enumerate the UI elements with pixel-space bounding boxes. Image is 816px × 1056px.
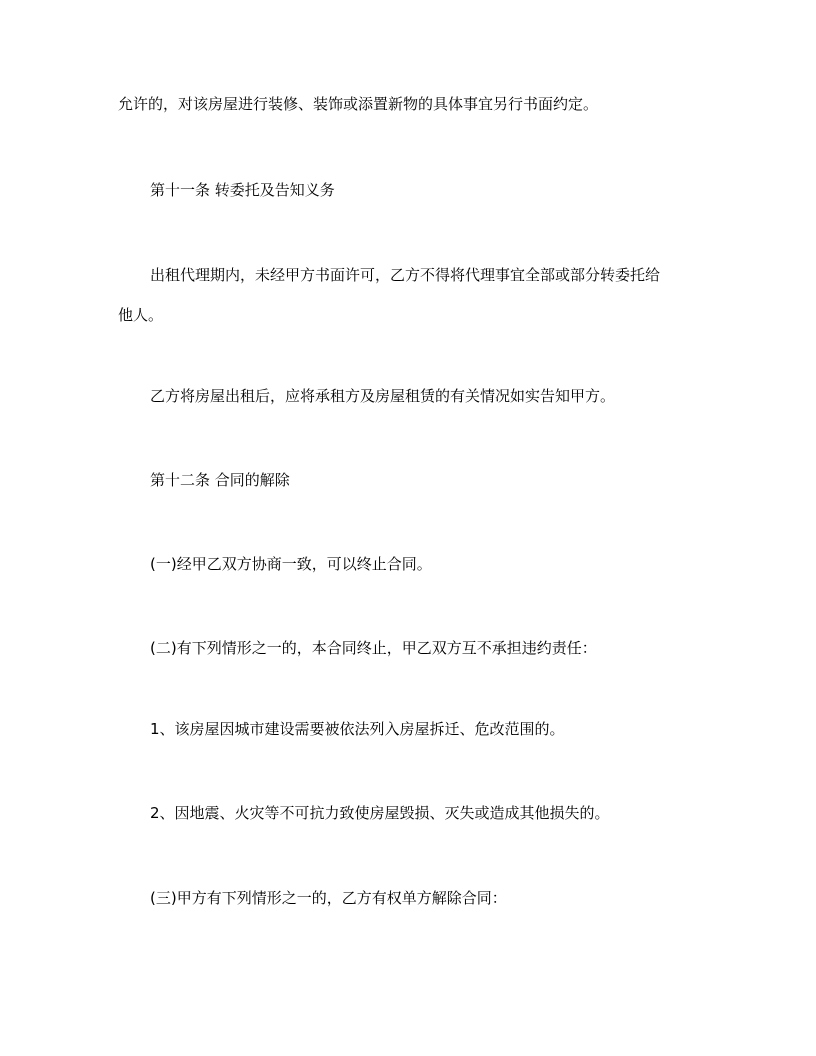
article-11-paragraph-1: 出租代理期内，未经甲方书面许可，乙方不得将代理事宜全部或部分转委托给	[150, 266, 661, 284]
clause-2: (二)有下列情形之一的，本合同终止，甲乙双方互不承担违约责任：	[150, 639, 597, 657]
article-11-paragraph-2: 乙方将房屋出租后，应将承租方及房屋租赁的有关情况如实告知甲方。	[150, 387, 616, 405]
article-11-heading: 第十一条 转委托及告知义务	[150, 181, 335, 199]
paragraph-continuation: 允许的，对该房屋进行装修、装饰或添置新物的具体事宜另行书面约定。	[118, 95, 599, 113]
clause-2-item-1: 1、该房屋因城市建设需要被依法列入房屋拆迁、危改范围的。	[150, 720, 565, 738]
clause-1: (一)经甲乙双方协商一致，可以终止合同。	[150, 555, 432, 573]
article-12-heading: 第十二条 合同的解除	[150, 471, 290, 489]
article-11-paragraph-1-wrap: 他人。	[118, 306, 164, 324]
clause-3: (三)甲方有下列情形之一的，乙方有权单方解除合同：	[150, 889, 507, 907]
clause-2-item-2: 2、因地震、火灾等不可抗力致使房屋毁损、灭失或造成其他损失的。	[150, 804, 610, 822]
